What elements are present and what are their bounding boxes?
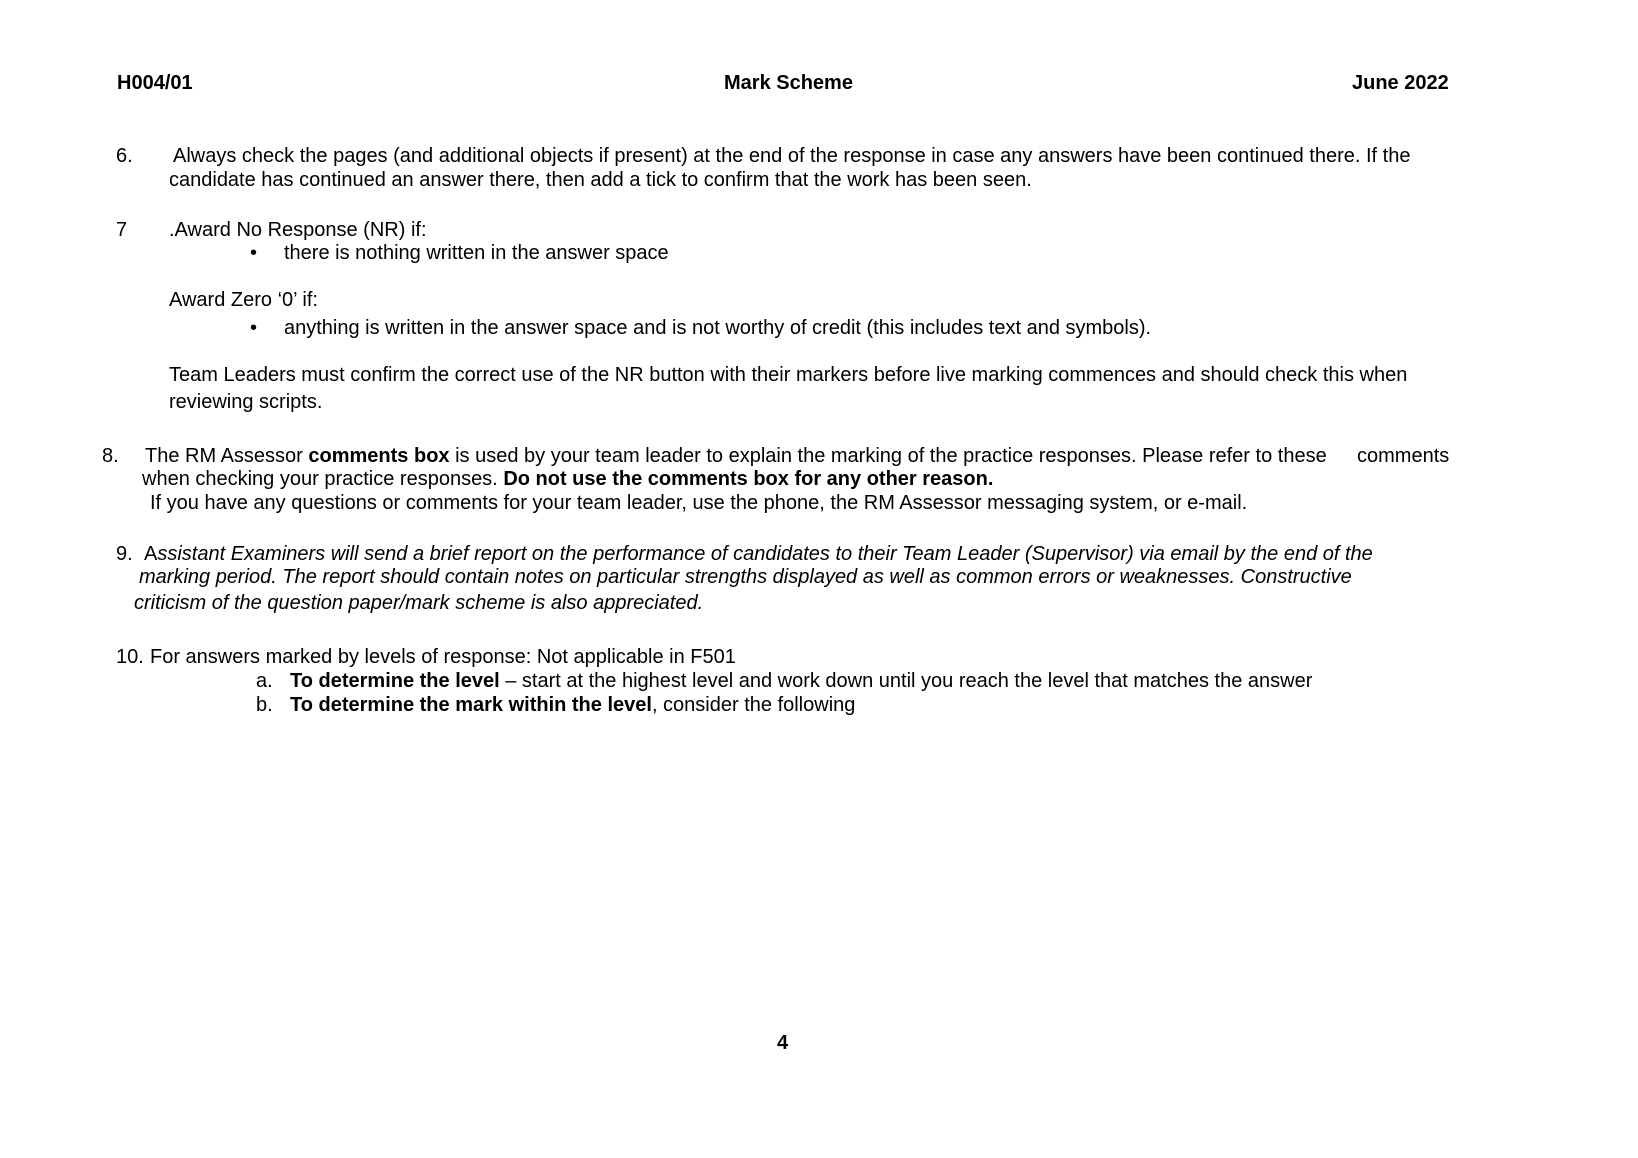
item-text: reviewing scripts. — [169, 391, 323, 413]
item-number: 9. — [116, 543, 133, 565]
text-run: is used by your team leader to explain the marking of the practice responses. Please refer to these — [449, 445, 1327, 467]
item-text: If you have any questions or comments for your team leader, use the phone, the RM Assessor messaging system, or e-mail. — [150, 492, 1248, 514]
item-text: Always check the pages (and additional objects if present) at the end of the response in case any answers have been continued there. If the — [173, 145, 1411, 167]
text-run: when checking your practice responses. — [142, 468, 504, 490]
bullet-icon: • — [250, 242, 258, 264]
bullet-icon: • — [250, 317, 258, 339]
bold-text: To determine the mark within the level — [290, 694, 652, 716]
text-run: A — [144, 543, 158, 565]
item-number: 6. — [116, 145, 133, 167]
item-text: criticism of the question paper/mark scheme is also appreciated. — [134, 592, 704, 614]
item-text — [142, 467, 993, 491]
item-text: .Award No Response (NR) if: — [169, 219, 427, 241]
item-number: 7 — [116, 219, 128, 241]
item-text: Team Leaders must confirm the correct use of the NR button with their markers before live marking commences and should check this when — [169, 364, 1408, 386]
item-text — [145, 444, 1327, 468]
bold-text: comments box — [308, 445, 450, 467]
sub-item-text — [290, 669, 1312, 693]
text-run: , consider the following — [651, 694, 856, 716]
item-text: marking period. The report should contain notes on particular strengths displayed as well as common errors or weaknesses. Constructive — [139, 566, 1352, 588]
bold-text: To determine the level — [290, 670, 500, 692]
item-number: 10. — [116, 646, 144, 668]
header-code: H004/01 — [117, 72, 193, 94]
bullet-text: there is nothing written in the answer space — [284, 242, 669, 264]
sub-item-text — [290, 693, 855, 717]
item-text: candidate has continued an answer there, then add a tick to confirm that the work has been seen. — [169, 169, 1032, 191]
item-text: Award Zero ‘0’ if: — [169, 289, 318, 311]
sub-item-label: a. — [256, 670, 273, 692]
page-number: 4 — [777, 1032, 789, 1054]
header-title: Mark Scheme — [724, 72, 853, 94]
text-run: – start at the highest level and work down until you reach the level that matches the answer — [499, 670, 1313, 692]
bullet-text: anything is written in the answer space and is not worthy of credit (this includes text and symbols). — [284, 317, 1152, 339]
bold-text: Do not use the comments box for any other reason. — [503, 468, 994, 490]
text-run: The RM Assessor — [145, 445, 309, 467]
item-text: For answers marked by levels of response: Not applicable in F501 — [150, 646, 736, 668]
item-number: 8. — [102, 445, 119, 467]
italic-text: ssistant Examiners will send a brief report on the performance of candidates to their Team Leader (Supervisor) via email by the end of the — [157, 543, 1373, 565]
item-text — [144, 542, 1373, 566]
sub-item-label: b. — [256, 694, 273, 716]
header-date: June 2022 — [1352, 72, 1449, 94]
item-text: comments — [1357, 445, 1450, 467]
